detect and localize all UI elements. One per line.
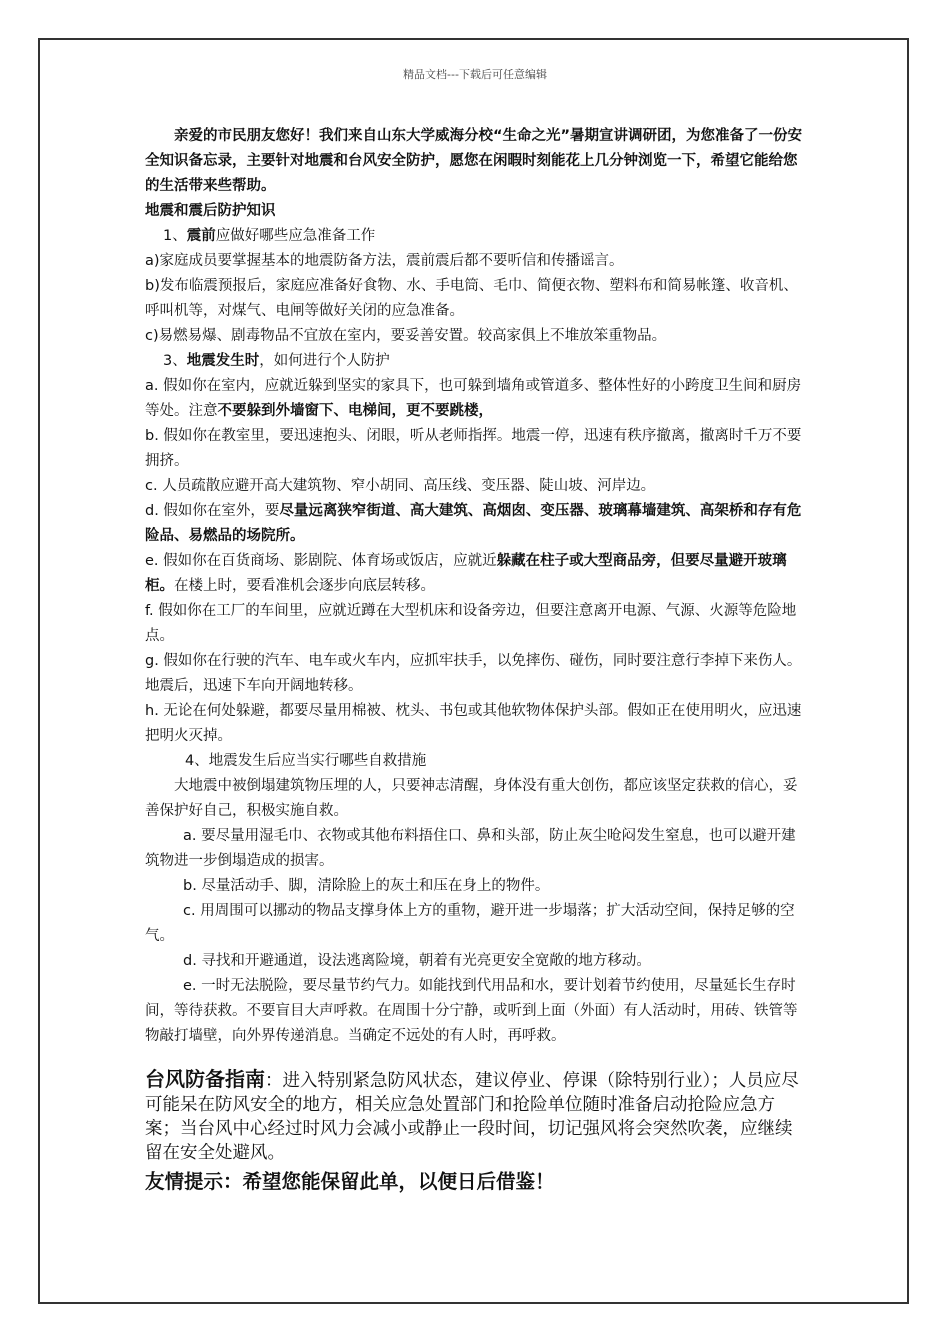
list-item: b)发布临震预报后，家庭应准备好食物、水、手电筒、毛巾、简便衣物、塑料布和简易帐篷、收音机、呼叫机等，对煤气、电闸等做好关闭的应急准备。 bbox=[145, 278, 798, 319]
section-title: 地震和震后防护知识 bbox=[145, 203, 276, 219]
list-item-h: h. 无论在何处躲避，都要尽量用棉被、枕头、书包或其他软物体保护头部。假如正在使用明火，应迅速把明火灭掉。 bbox=[145, 703, 802, 744]
typhoon-guide bbox=[145, 1067, 805, 1165]
list-item: c)易燃易爆、剧毒物品不宜放在室内，要妥善安置。较高家俱上不堆放笨重物品。 bbox=[145, 328, 667, 344]
item-a-text: a. 假如你在室内，应就近躲到坚实的家具下，也可躲到墙角或管道多、整体性好的小跨度卫生间和厨房等处。注意 bbox=[145, 378, 802, 419]
item-a-bold: 不要躲到外墙窗下、电梯间，更不要跳楼， bbox=[217, 403, 493, 419]
list-item-e bbox=[145, 549, 805, 599]
item-e-rest: 在楼上时，要看准机会逐步向底层转移。 bbox=[174, 578, 435, 594]
heading-1-bold: 震前 bbox=[186, 228, 216, 244]
intro-paragraph: 亲爱的市民朋友您好！我们来自山东大学威海分校“生命之光”暑期宣讲调研团，为您准备了一份安全知识备忘录，主要针对地震和台风安全防护，愿您在闲暇时刻能花上几分钟浏览一下，希望它能给您的生活带来些帮助。 bbox=[145, 128, 803, 194]
heading-3 bbox=[145, 349, 805, 374]
heading-1-num: 1、 bbox=[163, 228, 187, 244]
list-item-f: f. 假如你在工厂的车间里，应就近蹲在大型机床和设备旁边，但要注意离开电源、气源、火源等危险地点。 bbox=[145, 603, 797, 644]
heading-1 bbox=[145, 224, 805, 249]
document-body bbox=[145, 124, 805, 1197]
typhoon-text: ：进入特别紧急防风状态，建议停业、停课（除特别行业）；人员应尽可能呆在防风安全的地方，相关应急处置部门和抢险单位随时准备启动抢险应急方案；当台风中心经过时风力会减小或静止一段时间，切记强风将会突然吹袭，应继续留在安全处避风。 bbox=[145, 1071, 799, 1163]
list-item-c: c. 人员疏散应避开高大建筑物、窄小胡同、高压线、变压器、陡山坡、河岸边。 bbox=[145, 478, 656, 494]
heading-1-rest: 应做好哪些应急准备工作 bbox=[215, 228, 376, 244]
list-item-b: b. 假如你在教室里，要迅速抱头、闭眼，听从老师指挥。地震一停，迅速有秩序撤离，撤离时千万不要拥挤。 bbox=[145, 428, 802, 469]
selfrescue-item: a. 要尽量用湿毛巾、衣物或其他布料捂住口、鼻和头部，防止灰尘呛闷发生窒息，也可以避开建筑物进一步倒塌造成的损害。 bbox=[145, 828, 796, 869]
selfrescue-item: c. 用周围可以挪动的物品支撑身体上方的重物，避开进一步塌落；扩大活动空间，保持足够的空气。 bbox=[145, 903, 795, 944]
item-d-text: d. 假如你在室外，要 bbox=[145, 503, 280, 519]
list-item-a bbox=[145, 374, 805, 424]
heading-4: 4、地震发生后应当实行哪些自救措施 bbox=[185, 753, 427, 769]
heading-3-rest: ，如何进行个人防护 bbox=[259, 353, 390, 369]
item-e-text: e. 假如你在百货商场、影剧院、体育场或饭店，应就近 bbox=[145, 553, 497, 569]
heading-3-bold: 地震发生时 bbox=[186, 353, 260, 369]
list-item-g: g. 假如你在行驶的汽车、电车或火车内，应抓牢扶手，以免摔伤、碰伤，同时要注意行李掉下来伤人。地震后，迅速下车向开阔地转移。 bbox=[145, 653, 802, 694]
selfrescue-item: b. 尽量活动手、脚，清除脸上的灰土和压在身上的物件。 bbox=[183, 878, 550, 894]
typhoon-lead: 台风防备指南 bbox=[145, 1067, 265, 1091]
page-header: 精品文档---下载后可任意编辑 bbox=[403, 68, 547, 81]
list-item: a)家庭成员要掌握基本的地震防备方法，震前震后都不要听信和传播谣言。 bbox=[145, 253, 624, 269]
heading-4-intro: 大地震中被倒塌建筑物压埋的人，只要神志清醒，身体没有重大创伤，都应该坚定获救的信心，妥善保护好自己，积极实施自救。 bbox=[145, 778, 798, 819]
selfrescue-item: d. 寻找和开避通道，设法逃离险境，朝着有光亮更安全宽敞的地方移动。 bbox=[183, 953, 651, 969]
list-item-d bbox=[145, 499, 805, 549]
item-e-bold: 躲藏在柱子或大型商品旁，但要尽量避开玻璃柜。 bbox=[145, 553, 787, 594]
heading-3-num: 3、 bbox=[163, 353, 187, 369]
friendly-tip: 友情提示：希望您能保留此单，以便日后借鉴！ bbox=[145, 1170, 555, 1193]
selfrescue-item: e. 一时无法脱险，要尽量节约气力。如能找到代用品和水，要计划着节约使用，尽量延长生存时间，等待获救。不要盲目大声呼救。在周围十分宁静，或听到上面（外面）有人活动时，用砖、铁管等物敲打墙壁，向外界传递消息。当确定不远处的有人时，再呼救。 bbox=[145, 978, 798, 1044]
item-d-bold: 尽量远离狭窄街道、高大建筑、高烟囱、变压器、玻璃幕墙建筑、高架桥和存有危险品、易燃品的场院所。 bbox=[145, 503, 802, 544]
